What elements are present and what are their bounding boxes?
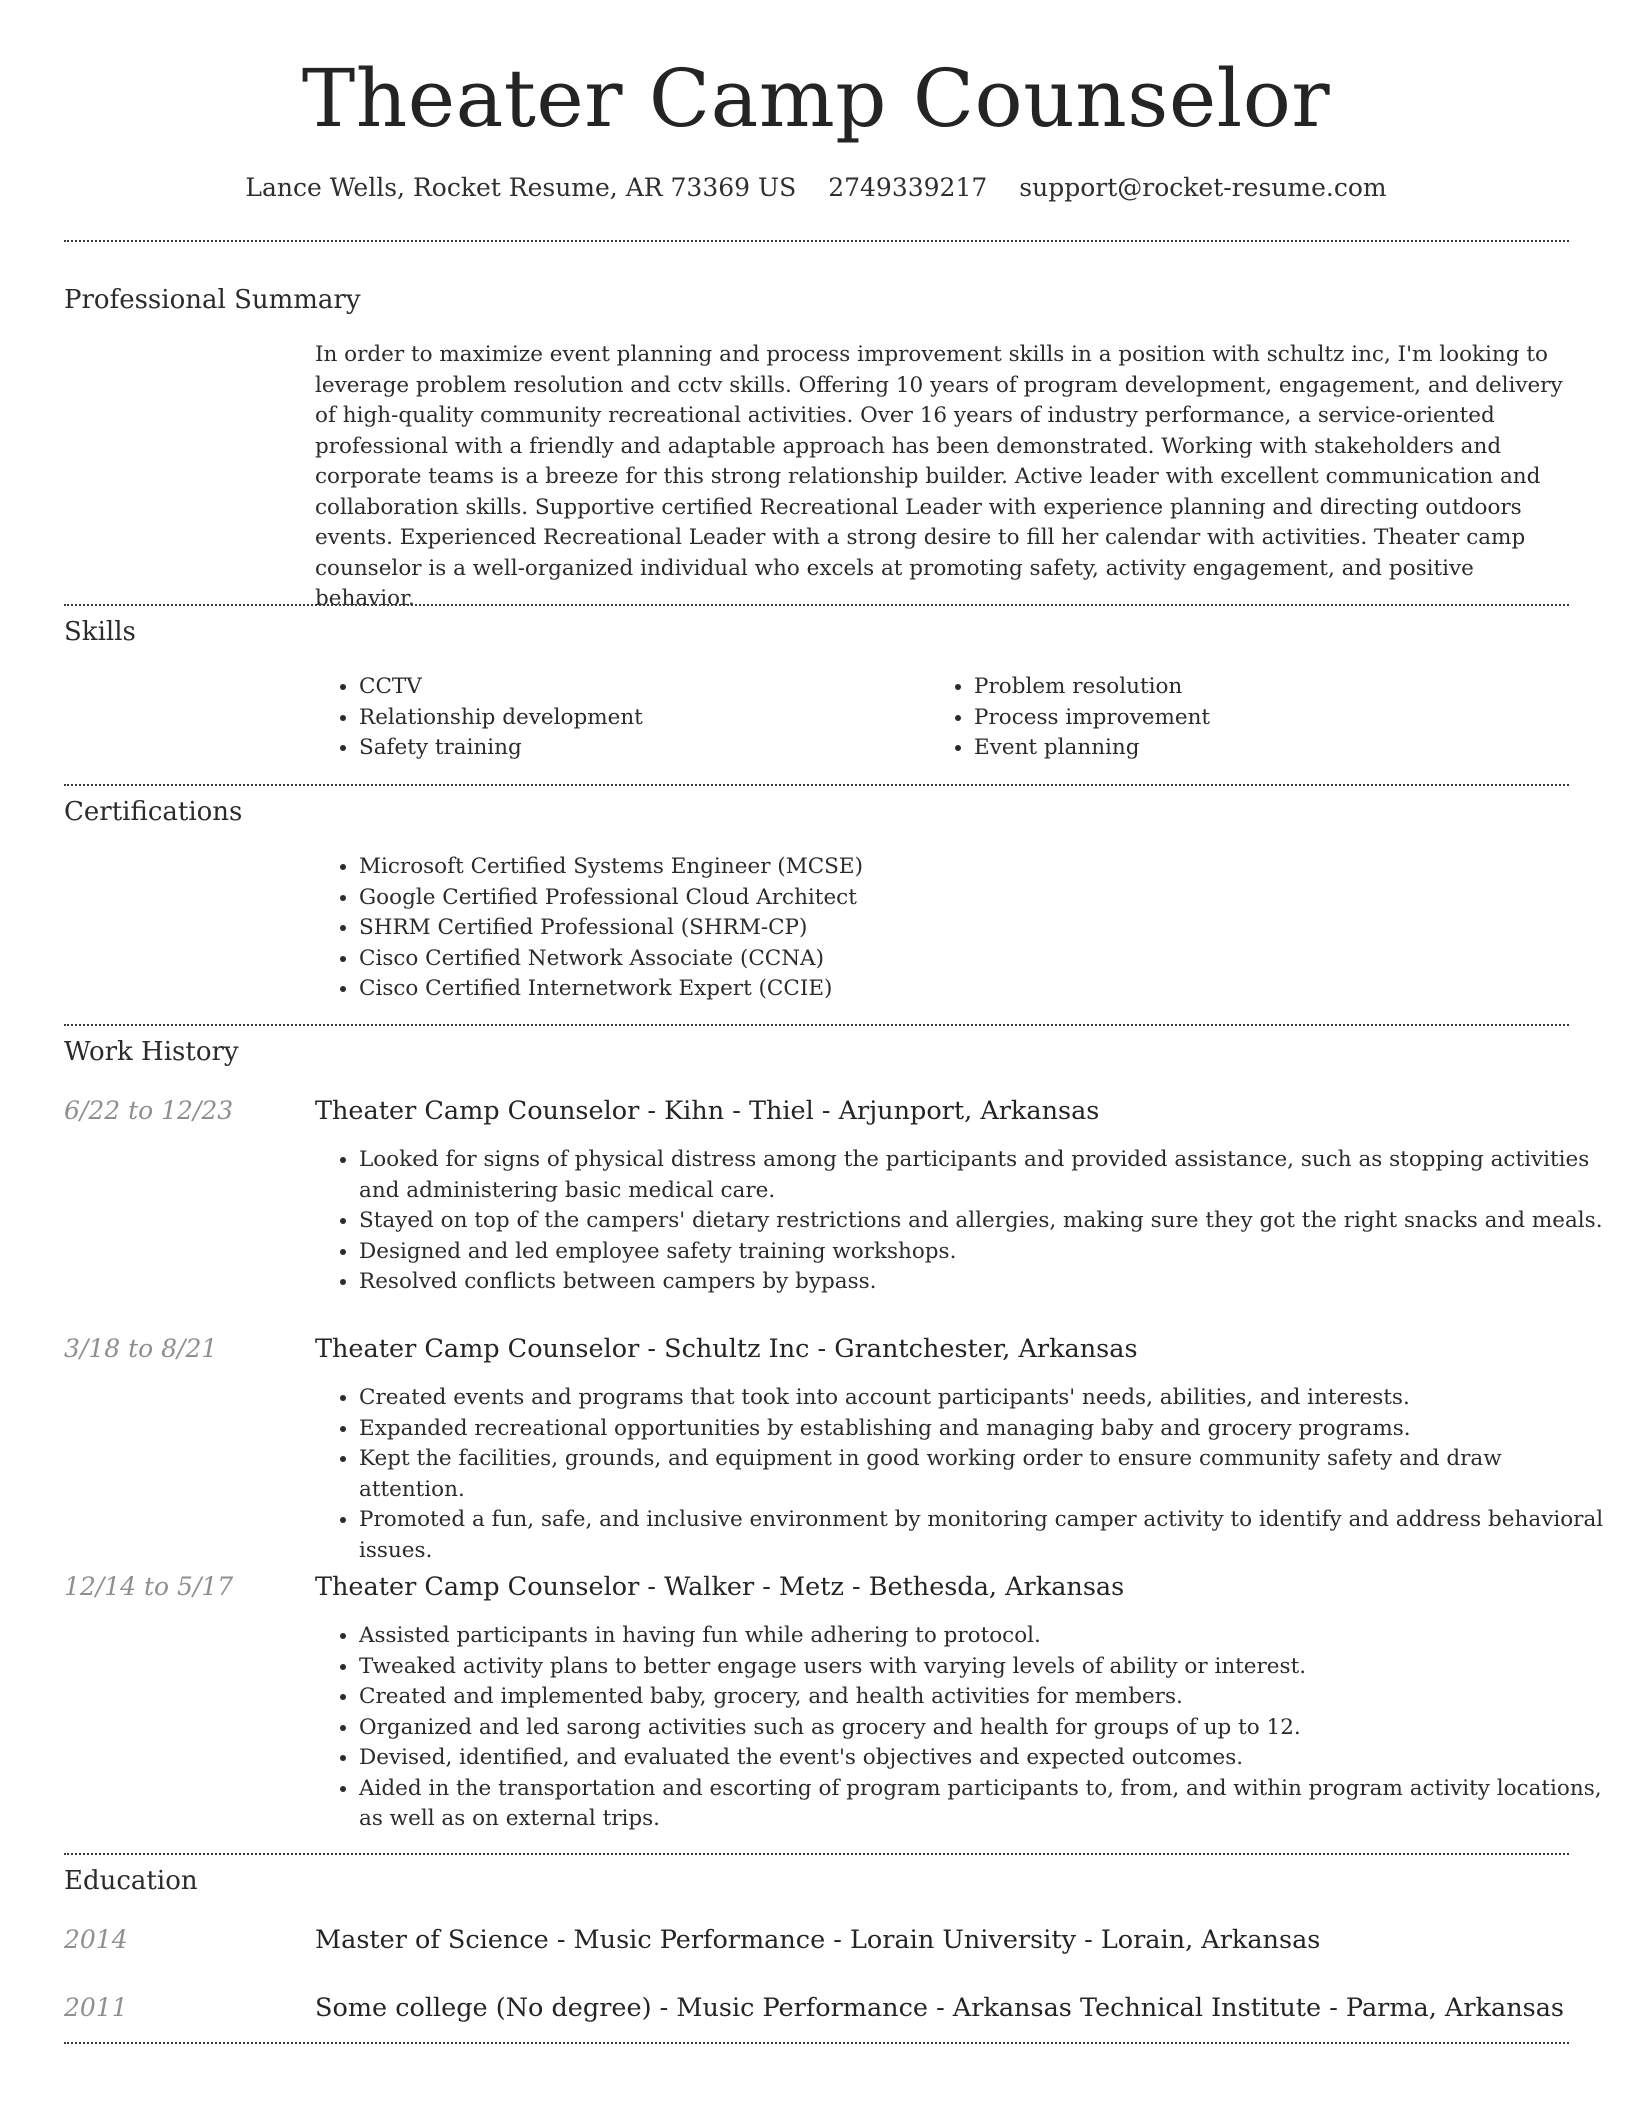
job-bullets (315, 1383, 1609, 1566)
contact-line (0, 170, 1632, 206)
resume-title: Theater Camp Counselor (301, 52, 1331, 145)
list-item: • Organized and led sarong activities such as grocery and health for groups of up to 12. (359, 1713, 1609, 1744)
job-dates: 3/18 to 8/21 (64, 1334, 218, 1363)
certifications-list (315, 852, 1559, 1005)
list-item: • Cisco Certified Network Associate (CCNA) (359, 944, 1559, 975)
work-heading: Work History (64, 1037, 239, 1067)
list-item: • Cisco Certified Internetwork Expert (CCIE) (359, 974, 1559, 1005)
list-item: • Safety training (359, 733, 919, 764)
list-item: • Promoted a fun, safe, and inclusive environment by monitoring camper activity to identify and address behavioral issues. (359, 1505, 1609, 1566)
skills-heading: Skills (64, 617, 136, 647)
list-item: • Process improvement (974, 703, 1574, 734)
summary-heading: Professional Summary (64, 285, 361, 315)
education-degree: Some college (No degree) - Music Performance - Arkansas Technical Institute - Parma, Arkansas (315, 1993, 1564, 2023)
education-degree: Master of Science - Music Performance - Lorain University - Lorain, Arkansas (315, 1925, 1321, 1955)
contact-phone: 2749339217 (828, 173, 988, 202)
list-item: • Assisted participants in having fun while adhering to protocol. (359, 1621, 1609, 1652)
list-item: • Looked for signs of physical distress among the participants and provided assistance, such as stopping activities and administering basic medical care. (359, 1145, 1609, 1206)
list-item: • CCTV (359, 672, 919, 703)
list-item: • Google Certified Professional Cloud Architect (359, 883, 1559, 914)
contact-address: Lance Wells, Rocket Resume, AR 73369 US (245, 173, 797, 202)
list-item: • Expanded recreational opportunities by establishing and managing baby and grocery programs. (359, 1414, 1609, 1445)
list-item: • Relationship development (359, 703, 919, 734)
list-item: • Created events and programs that took into account participants' needs, abilities, and interests. (359, 1383, 1609, 1414)
certifications-heading: Certifications (64, 797, 243, 827)
list-item: • Devised, identified, and evaluated the event's objectives and expected outcomes. (359, 1743, 1609, 1774)
list-item: • Aided in the transportation and escorting of program participants to, from, and within program activity locations, as well as on external trips. (359, 1774, 1609, 1835)
job-dates: 12/14 to 5/17 (64, 1572, 234, 1601)
list-item: • Event planning (974, 733, 1574, 764)
skills-list-right (930, 672, 1574, 764)
divider (64, 1853, 1569, 1855)
job-title: Theater Camp Counselor - Walker - Metz - Bethesda, Arkansas (315, 1572, 1125, 1602)
education-year: 2014 (64, 1925, 128, 1954)
list-item: • Tweaked activity plans to better engage users with varying levels of ability or interest. (359, 1652, 1609, 1683)
divider (64, 2042, 1569, 2044)
job-bullets (315, 1621, 1609, 1835)
list-item: • Microsoft Certified Systems Engineer (MCSE) (359, 852, 1559, 883)
list-item: • Created and implemented baby, grocery, and health activities for members. (359, 1682, 1609, 1713)
list-item: • Stayed on top of the campers' dietary restrictions and allergies, making sure they got the right snacks and meals. (359, 1206, 1609, 1237)
list-item: • SHRM Certified Professional (SHRM-CP) (359, 913, 1559, 944)
education-year: 2011 (64, 1993, 128, 2022)
job-dates: 6/22 to 12/23 (64, 1096, 234, 1125)
skills-list-left (315, 672, 919, 764)
divider (64, 604, 1569, 606)
summary-text: In order to maximize event planning and process improvement skills in a position with schultz inc, I'm looking to leverage problem resolution and cctv skills. Offering 10 years of program development, engagement, and delivery of high-quality community recreational activities. Over 16 years of industry performance, a service-oriented professional with a friendly and adaptable approach has been demonstrated. Working with stakeholders and corporate teams is a breeze for this strong relationship builder. Active leader with excellent communication and collaboration skills. Supportive certified Recreational Leader with experience planning and directing outdoors events. Experienced Recreational Leader with a strong desire to fill her calendar with activities. Theater camp counselor is a well-organized individual who excels at promoting safety, activity engagement, and positive behavior. (315, 342, 1563, 611)
divider (64, 784, 1569, 786)
divider (64, 1024, 1569, 1026)
list-item: • Problem resolution (974, 672, 1574, 703)
divider (64, 240, 1569, 242)
job-title: Theater Camp Counselor - Kihn - Thiel - Arjunport, Arkansas (315, 1096, 1100, 1126)
job-title: Theater Camp Counselor - Schultz Inc - Grantchester, Arkansas (315, 1334, 1138, 1364)
contact-email: support@rocket-resume.com (1019, 173, 1387, 202)
list-item: • Resolved conflicts between campers by bypass. (359, 1267, 1609, 1298)
job-bullets (315, 1145, 1609, 1298)
list-item: • Kept the facilities, grounds, and equipment in good working order to ensure community safety and draw attention. (359, 1444, 1609, 1505)
education-heading: Education (64, 1866, 198, 1896)
list-item: • Designed and led employee safety training workshops. (359, 1237, 1609, 1268)
